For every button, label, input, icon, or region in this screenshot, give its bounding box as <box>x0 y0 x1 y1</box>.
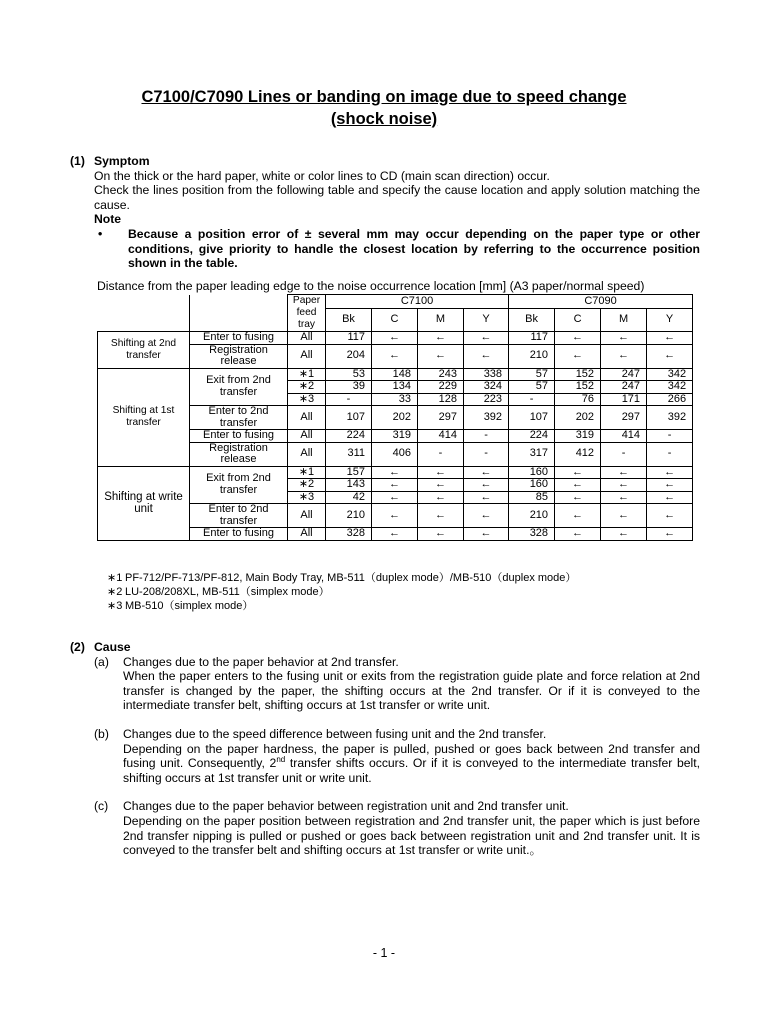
value-cell: ← <box>464 332 509 345</box>
symptom-heading <box>70 154 700 169</box>
cause-body: Depending on the paper position between registration and 2nd transfer unit, the paper which is just before 2nd transfer nipping is pulled or pushed or goes back between registration unit and 2nd transfer unit. It is conveyed to the transfer belt and shifting occurs at 1st transfer or write unit.。 <box>123 813 700 858</box>
value-cell: ← <box>372 466 418 479</box>
symptom-number: (1) <box>70 154 85 168</box>
group-label-2nd-transfer: Shifting at 2nd transfer <box>98 332 190 369</box>
value-cell: 414 <box>601 430 647 443</box>
value-cell: ← <box>418 504 464 528</box>
footnote <box>107 599 576 613</box>
value-cell: 406 <box>372 442 418 466</box>
tray-cell: ∗1 <box>288 466 326 479</box>
color-header: M <box>601 308 647 331</box>
value-cell: 171 <box>601 393 647 406</box>
event-label: Registration release <box>190 442 288 466</box>
footnote-text: PF-712/PF-713/PF-812, Main Body Tray, MB-511（duplex mode）/MB-510（duplex mode） <box>125 572 577 584</box>
value-cell: 266 <box>647 393 693 406</box>
cause-body <box>123 742 700 786</box>
value-cell: 128 <box>418 393 464 406</box>
value-cell: - <box>509 393 555 406</box>
value-cell: 57 <box>509 381 555 394</box>
event-label: Exit from 2nd transfer <box>190 368 288 406</box>
cause-label: (b) <box>94 726 109 741</box>
value-cell: 204 <box>326 344 372 368</box>
tray-cell: All <box>288 442 326 466</box>
tray-cell: All <box>288 430 326 443</box>
value-cell: 210 <box>509 344 555 368</box>
value-cell: 247 <box>601 368 647 381</box>
color-header: M <box>418 308 464 331</box>
value-cell: ← <box>555 528 601 541</box>
value-cell: 224 <box>509 430 555 443</box>
value-cell: ← <box>372 491 418 504</box>
value-cell: ← <box>555 344 601 368</box>
cause-label: (c) <box>94 799 109 814</box>
value-cell: 324 <box>464 381 509 394</box>
table-header-row <box>98 295 693 309</box>
cause-heading <box>70 640 700 655</box>
value-cell: 319 <box>372 430 418 443</box>
cause-title: Changes due to the paper behavior at 2nd transfer. <box>123 654 399 669</box>
value-cell: 247 <box>601 381 647 394</box>
model-c7090-header: C7090 <box>509 295 693 309</box>
value-cell: 202 <box>555 406 601 430</box>
value-cell: ← <box>647 491 693 504</box>
value-cell: - <box>326 393 372 406</box>
footnote-mark: ∗2 <box>107 586 123 598</box>
tray-cell: ∗2 <box>288 479 326 492</box>
value-cell: ← <box>418 344 464 368</box>
cause-item-c <box>70 799 700 857</box>
value-cell: 117 <box>326 332 372 345</box>
value-cell: ← <box>647 504 693 528</box>
noise-location-table <box>97 294 693 541</box>
event-label: Enter to 2nd transfer <box>190 504 288 528</box>
value-cell: 53 <box>326 368 372 381</box>
value-cell: ← <box>601 528 647 541</box>
value-cell: 328 <box>509 528 555 541</box>
value-cell: ← <box>418 528 464 541</box>
value-cell: 317 <box>509 442 555 466</box>
title-line-1: C7100/C7090 Lines or banding on image due to speed change <box>141 88 627 106</box>
color-header: C <box>555 308 601 331</box>
title-line-2: (shock noise) <box>330 110 438 128</box>
value-cell: ← <box>647 466 693 479</box>
color-header: Bk <box>326 308 372 331</box>
value-cell: 319 <box>555 430 601 443</box>
note-item <box>70 227 700 271</box>
footnote-text: LU-208/208XL, MB-511（simplex mode） <box>125 586 330 598</box>
cause-label: (a) <box>94 654 109 669</box>
note-text: Because a position error of ± several mm may occur depending on the paper type or other conditions, give priority to handle the closest location by referring to the occurrence position shown in the table. <box>128 226 700 271</box>
color-header: Y <box>464 308 509 331</box>
value-cell: ← <box>647 332 693 345</box>
value-cell: 342 <box>647 381 693 394</box>
value-cell: 297 <box>601 406 647 430</box>
value-cell: 107 <box>326 406 372 430</box>
value-cell: ← <box>372 504 418 528</box>
value-cell: ← <box>464 466 509 479</box>
value-cell: 39 <box>326 381 372 394</box>
cause-title: Changes due to the paper behavior between registration unit and 2nd transfer unit. <box>123 799 569 814</box>
value-cell: 42 <box>326 491 372 504</box>
color-header: C <box>372 308 418 331</box>
value-cell: 224 <box>326 430 372 443</box>
value-cell: ← <box>601 491 647 504</box>
value-cell: ← <box>647 344 693 368</box>
value-cell: 148 <box>372 368 418 381</box>
value-cell: ← <box>464 528 509 541</box>
cause-number: (2) <box>70 640 85 654</box>
value-cell: ← <box>555 504 601 528</box>
value-cell: 342 <box>647 368 693 381</box>
value-cell: 117 <box>509 332 555 345</box>
event-label: Enter to fusing <box>190 332 288 345</box>
tray-cell: All <box>288 504 326 528</box>
table-row <box>98 368 693 381</box>
value-cell: - <box>601 442 647 466</box>
tray-cell: ∗1 <box>288 368 326 381</box>
value-cell: - <box>647 442 693 466</box>
value-cell: ← <box>372 479 418 492</box>
value-cell: 33 <box>372 393 418 406</box>
value-cell: ← <box>464 504 509 528</box>
value-cell: 338 <box>464 368 509 381</box>
symptom-heading-text: Symptom <box>94 154 150 168</box>
group-label-1st-transfer: Shifting at 1st transfer <box>98 368 190 466</box>
table-caption: Distance from the paper leading edge to the noise occurrence location [mm] (A3 paper/normal speed) <box>97 279 645 293</box>
tray-cell: ∗3 <box>288 393 326 406</box>
value-cell: ← <box>418 479 464 492</box>
value-cell: 157 <box>326 466 372 479</box>
value-cell: 143 <box>326 479 372 492</box>
value-cell: 210 <box>509 504 555 528</box>
value-cell: ← <box>464 344 509 368</box>
color-header: Bk <box>509 308 555 331</box>
value-cell: ← <box>418 332 464 345</box>
value-cell: 223 <box>464 393 509 406</box>
value-cell: 392 <box>464 406 509 430</box>
value-cell: ← <box>601 479 647 492</box>
color-header: Y <box>647 308 693 331</box>
event-label: Enter to fusing <box>190 430 288 443</box>
event-label: Enter to fusing <box>190 528 288 541</box>
value-cell: 210 <box>326 504 372 528</box>
footnotes <box>107 571 576 613</box>
value-cell: ← <box>647 479 693 492</box>
value-cell: ← <box>601 504 647 528</box>
event-label: Exit from 2nd transfer <box>190 466 288 504</box>
page-number: - 1 - <box>372 946 396 960</box>
symptom-line-1: On the thick or the hard paper, white or color lines to CD (main scan direction) occur. <box>94 168 550 183</box>
note-label: Note <box>94 212 122 227</box>
tray-cell: ∗3 <box>288 491 326 504</box>
footnote-text: MB-510（simplex mode） <box>125 600 254 612</box>
table-row <box>98 332 693 345</box>
bullet-icon: • <box>98 226 103 241</box>
value-cell: 152 <box>555 368 601 381</box>
value-cell: 160 <box>509 466 555 479</box>
value-cell: 202 <box>372 406 418 430</box>
value-cell: ← <box>372 332 418 345</box>
value-cell: 134 <box>372 381 418 394</box>
value-cell: - <box>647 430 693 443</box>
footnote-mark: ∗1 <box>107 572 123 584</box>
page-title <box>60 86 708 130</box>
corner-cell <box>98 295 190 332</box>
cause-body-part: Depending on the paper hardness, the paper is pulled, pushed or goes back between 2nd transfer and fusing unit. Consequently, 2 <box>123 741 700 771</box>
value-cell: ← <box>555 466 601 479</box>
corner-cell <box>190 295 288 332</box>
tray-cell: All <box>288 406 326 430</box>
cause-section <box>70 640 700 858</box>
footnote <box>107 585 576 599</box>
value-cell: - <box>418 442 464 466</box>
cause-item-a <box>70 655 700 713</box>
value-cell: - <box>464 442 509 466</box>
value-cell: ← <box>601 332 647 345</box>
value-cell: ← <box>601 466 647 479</box>
tray-cell: All <box>288 332 326 345</box>
value-cell: 107 <box>509 406 555 430</box>
value-cell: ← <box>601 344 647 368</box>
value-cell: 160 <box>509 479 555 492</box>
value-cell: ← <box>647 528 693 541</box>
tray-cell: All <box>288 344 326 368</box>
value-cell: ← <box>555 479 601 492</box>
footnote <box>107 571 576 585</box>
value-cell: ← <box>464 479 509 492</box>
value-cell: ← <box>372 528 418 541</box>
tray-cell: ∗2 <box>288 381 326 394</box>
value-cell: 152 <box>555 381 601 394</box>
event-label: Registration release <box>190 344 288 368</box>
value-cell: 392 <box>647 406 693 430</box>
symptom-section <box>70 154 700 271</box>
value-cell: 328 <box>326 528 372 541</box>
cause-title: Changes due to the speed difference between fusing unit and the 2nd transfer. <box>123 726 547 741</box>
cause-heading-text: Cause <box>94 640 131 654</box>
symptom-line-2: Check the lines position from the following table and specify the cause location and apply solution matching the cause. <box>94 183 700 212</box>
value-cell: 311 <box>326 442 372 466</box>
tray-cell: All <box>288 528 326 541</box>
value-cell: ← <box>372 344 418 368</box>
table-row <box>98 466 693 479</box>
value-cell: ← <box>418 466 464 479</box>
value-cell: - <box>464 430 509 443</box>
value-cell: 85 <box>509 491 555 504</box>
value-cell: ← <box>555 332 601 345</box>
value-cell: 412 <box>555 442 601 466</box>
cause-item-b <box>70 727 700 785</box>
footnote-mark: ∗3 <box>107 600 123 612</box>
group-label-write-unit: Shifting at write unit <box>98 466 190 540</box>
event-label: Enter to 2nd transfer <box>190 406 288 430</box>
model-c7100-header: C7100 <box>326 295 509 309</box>
value-cell: ← <box>464 491 509 504</box>
cause-body-part: transfer shifts occurs. Or if it is conveyed to the intermediate transfer belt, shifting occurs at 1st transfer unit or write unit. <box>123 756 700 785</box>
value-cell: 76 <box>555 393 601 406</box>
cause-body: When the paper enters to the fusing unit or exits from the registration guide plate and force relation at 2nd transfer is changed by the paper, the shifting occurs at the 2nd transfer. Or if it is conveyed to the intermediate transfer belt, shifting occurs at 1st transfer or write unit. <box>123 669 700 713</box>
value-cell: 229 <box>418 381 464 394</box>
value-cell: 297 <box>418 406 464 430</box>
superscript: nd <box>276 755 286 765</box>
value-cell: 414 <box>418 430 464 443</box>
value-cell: ← <box>555 491 601 504</box>
value-cell: 57 <box>509 368 555 381</box>
value-cell: 243 <box>418 368 464 381</box>
paper-feed-tray-header: Paper feed tray <box>288 295 326 332</box>
value-cell: ← <box>418 491 464 504</box>
